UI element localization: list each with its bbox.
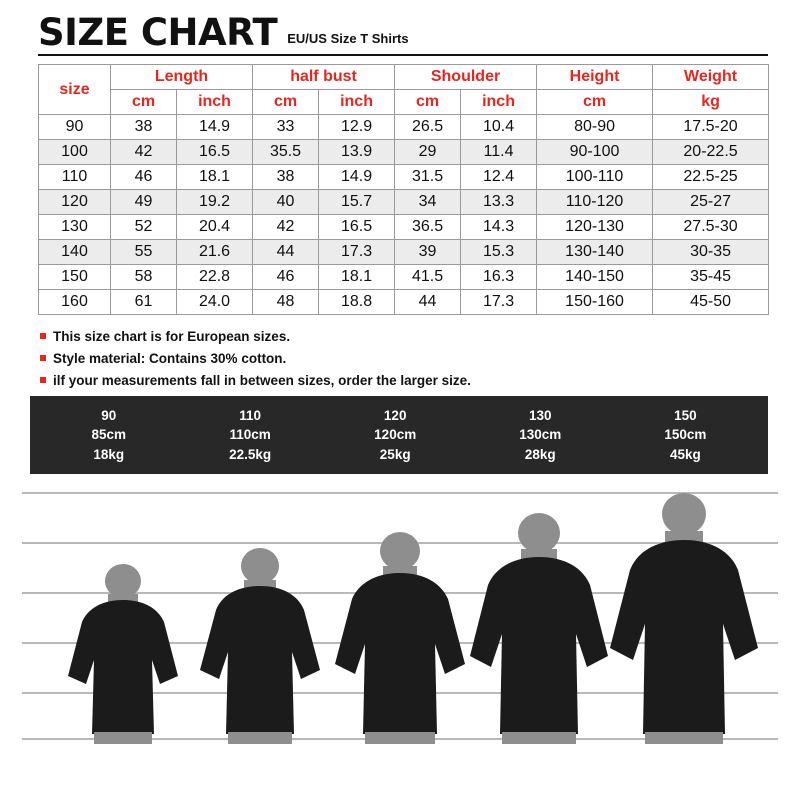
- band-height: 130cm: [519, 427, 562, 443]
- cell-size: 140: [39, 240, 111, 265]
- band-height: 120cm: [374, 427, 417, 443]
- table-row: [39, 115, 769, 140]
- cell-shoulder-cm: 41.5: [395, 265, 461, 290]
- cell-bust-cm: 46: [253, 265, 319, 290]
- band-column: [664, 406, 706, 465]
- cell-length-cm: 61: [111, 290, 177, 315]
- band-size: 150: [674, 407, 697, 423]
- table-row: [39, 190, 769, 215]
- page-header: [0, 0, 800, 54]
- table-row: [39, 265, 769, 290]
- unit-height-cm: cm: [537, 90, 653, 115]
- cell-bust-inch: 14.9: [319, 165, 395, 190]
- band-size: 90: [101, 407, 117, 423]
- cell-bust-cm: 35.5: [253, 140, 319, 165]
- band-column: [229, 406, 271, 465]
- cell-weight: 45-50: [653, 290, 769, 315]
- cell-shoulder-cm: 39: [395, 240, 461, 265]
- figure-illustrations: [0, 486, 800, 744]
- table-row: [39, 165, 769, 190]
- cell-length-inch: 24.0: [177, 290, 253, 315]
- table-row: [39, 240, 769, 265]
- band-weight: 25kg: [379, 446, 411, 462]
- band-weight: 18kg: [93, 446, 125, 462]
- table-group-weight: Weight: [653, 65, 769, 90]
- cell-length-inch: 22.8: [177, 265, 253, 290]
- cell-bust-inch: 18.1: [319, 265, 395, 290]
- cell-length-cm: 38: [111, 115, 177, 140]
- cell-length-inch: 18.1: [177, 165, 253, 190]
- cell-size: 90: [39, 115, 111, 140]
- cell-shoulder-cm: 34: [395, 190, 461, 215]
- cell-height: 100-110: [537, 165, 653, 190]
- cell-weight: 30-35: [653, 240, 769, 265]
- band-column: [92, 406, 127, 465]
- size-table: [38, 64, 769, 315]
- cell-length-inch: 20.4: [177, 215, 253, 240]
- cell-shoulder-inch: 16.3: [461, 265, 537, 290]
- cell-shoulder-inch: 13.3: [461, 190, 537, 215]
- table-corner-size: size: [39, 65, 111, 115]
- cell-bust-inch: 17.3: [319, 240, 395, 265]
- unit-shoulder-cm: cm: [395, 90, 461, 115]
- cell-shoulder-cm: 29: [395, 140, 461, 165]
- unit-bust-cm: cm: [253, 90, 319, 115]
- unit-length-inch: inch: [177, 90, 253, 115]
- cell-bust-cm: 48: [253, 290, 319, 315]
- unit-bust-inch: inch: [319, 90, 395, 115]
- cell-length-cm: 42: [111, 140, 177, 165]
- bullet-icon: [40, 333, 46, 339]
- header-content: [0, 0, 800, 54]
- note-text: This size chart is for European sizes.: [53, 329, 291, 344]
- cell-height: 90-100: [537, 140, 653, 165]
- cell-height: 110-120: [537, 190, 653, 215]
- table-group-shoulder: Shoulder: [395, 65, 537, 90]
- cell-bust-cm: 44: [253, 240, 319, 265]
- cell-size: 100: [39, 140, 111, 165]
- size-summary-band: [30, 396, 768, 474]
- cell-weight: 22.5-25: [653, 165, 769, 190]
- cell-length-cm: 49: [111, 190, 177, 215]
- cell-shoulder-inch: 12.4: [461, 165, 537, 190]
- cell-length-inch: 14.9: [177, 115, 253, 140]
- band-weight: 45kg: [669, 446, 701, 462]
- cell-size: 120: [39, 190, 111, 215]
- cell-bust-inch: 15.7: [319, 190, 395, 215]
- band-size: 120: [383, 407, 407, 423]
- unit-length-cm: cm: [111, 90, 177, 115]
- cell-weight: 25-27: [653, 190, 769, 215]
- cell-length-cm: 46: [111, 165, 177, 190]
- cell-bust-cm: 40: [253, 190, 319, 215]
- size-table-wrap: [38, 64, 768, 315]
- bullet-icon: [40, 355, 46, 361]
- figure-silhouette-150: [600, 492, 768, 744]
- cell-shoulder-cm: 26.5: [395, 115, 461, 140]
- cell-height: 150-160: [537, 290, 653, 315]
- band-size: 110: [239, 407, 261, 423]
- cell-bust-inch: 13.9: [319, 140, 395, 165]
- table-row: [39, 140, 769, 165]
- cell-weight: 20-22.5: [653, 140, 769, 165]
- cell-weight: 27.5-30: [653, 215, 769, 240]
- figure-silhouette-90: [58, 564, 188, 744]
- cell-size: 110: [39, 165, 111, 190]
- table-header-group-row: [39, 65, 769, 90]
- table-row: [39, 290, 769, 315]
- cell-shoulder-inch: 11.4: [461, 140, 537, 165]
- cell-shoulder-inch: 14.3: [461, 215, 537, 240]
- page-subtitle: EU/US Size T Shirts: [287, 31, 409, 46]
- figure-silhouette-120: [325, 532, 475, 744]
- cell-length-cm: 58: [111, 265, 177, 290]
- cell-size: 150: [39, 265, 111, 290]
- cell-bust-cm: 42: [253, 215, 319, 240]
- cell-shoulder-inch: 15.3: [461, 240, 537, 265]
- cell-length-inch: 16.5: [177, 140, 253, 165]
- unit-shoulder-inch: inch: [461, 90, 537, 115]
- cell-shoulder-inch: 17.3: [461, 290, 537, 315]
- table-group-length: Length: [111, 65, 253, 90]
- cell-weight: 17.5-20: [653, 115, 769, 140]
- table-group-height: Height: [537, 65, 653, 90]
- cell-bust-inch: 18.8: [319, 290, 395, 315]
- cell-height: 140-150: [537, 265, 653, 290]
- table-group-half-bust: half bust: [253, 65, 395, 90]
- band-column: [374, 406, 416, 465]
- cell-height: 80-90: [537, 115, 653, 140]
- table-header-unit-row: [39, 90, 769, 115]
- cell-shoulder-inch: 10.4: [461, 115, 537, 140]
- cell-size: 130: [39, 215, 111, 240]
- cell-length-cm: 52: [111, 215, 177, 240]
- note-item: [40, 329, 768, 344]
- band-height: 85cm: [91, 427, 127, 443]
- cell-height: 130-140: [537, 240, 653, 265]
- cell-bust-cm: 38: [253, 165, 319, 190]
- note-item: [40, 351, 768, 366]
- band-height: 110cm: [229, 427, 271, 443]
- band-size: 130: [529, 407, 552, 423]
- header-divider: [38, 54, 768, 56]
- figure-silhouette-130: [460, 512, 618, 744]
- notes-list: [40, 329, 768, 388]
- page-title: SIZE CHART: [38, 11, 278, 54]
- cell-bust-cm: 33: [253, 115, 319, 140]
- cell-height: 120-130: [537, 215, 653, 240]
- cell-weight: 35-45: [653, 265, 769, 290]
- table-row: [39, 215, 769, 240]
- note-item: [40, 373, 768, 388]
- unit-weight-kg: kg: [653, 90, 769, 115]
- band-column: [519, 406, 561, 465]
- cell-bust-inch: 16.5: [319, 215, 395, 240]
- cell-shoulder-cm: 31.5: [395, 165, 461, 190]
- cell-shoulder-cm: 44: [395, 290, 461, 315]
- cell-shoulder-cm: 36.5: [395, 215, 461, 240]
- note-text: Style material: Contains 30% cotton.: [53, 351, 287, 366]
- figure-silhouette-110: [190, 548, 330, 744]
- cell-size: 160: [39, 290, 111, 315]
- band-height: 150cm: [664, 427, 707, 443]
- cell-length-inch: 21.6: [177, 240, 253, 265]
- band-weight: 22.5kg: [229, 446, 272, 462]
- note-text: ilf your measurements fall in between sizes, order the larger size.: [53, 373, 471, 388]
- cell-length-cm: 55: [111, 240, 177, 265]
- band-weight: 28kg: [524, 446, 556, 462]
- cell-bust-inch: 12.9: [319, 115, 395, 140]
- cell-length-inch: 19.2: [177, 190, 253, 215]
- bullet-icon: [40, 377, 46, 383]
